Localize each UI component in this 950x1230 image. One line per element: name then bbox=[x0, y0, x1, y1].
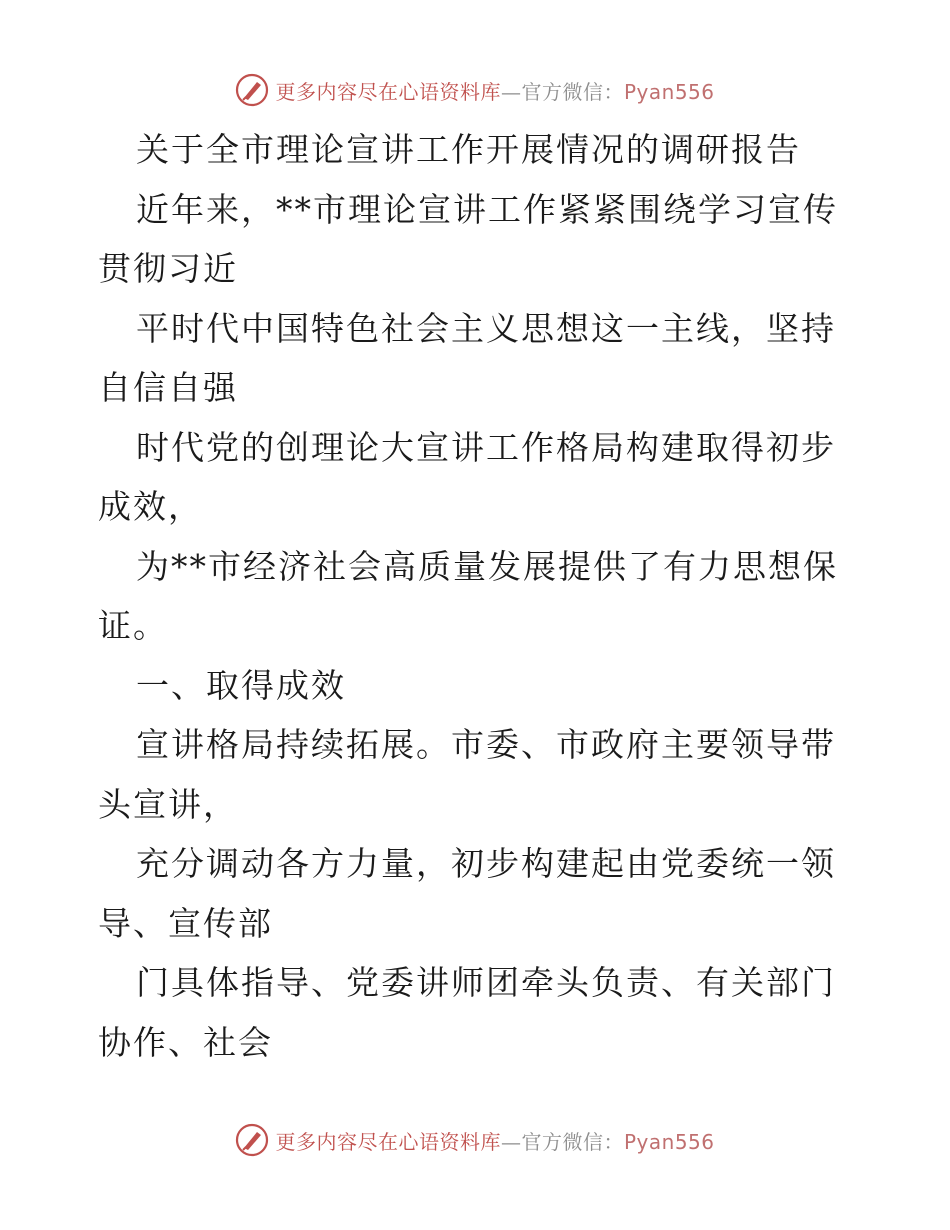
section-heading: 一、取得成效 bbox=[136, 665, 346, 705]
quill-pen-logo-icon bbox=[235, 1123, 269, 1157]
document-body bbox=[98, 120, 858, 1072]
header-banner bbox=[0, 70, 950, 110]
paragraph-line: 平时代中国特色社会主义思想这一主线，坚持自信自强 bbox=[98, 308, 836, 407]
banner-separator: — bbox=[500, 1129, 522, 1154]
paragraph-line: 时代党的创理论大宣讲工作格局构建取得初步成效， bbox=[98, 427, 836, 526]
paragraph-line: 门具体指导、党委讲师团牵头负责、有关部门协作、社会 bbox=[98, 963, 836, 1062]
paragraph-line: 近年来，**市理论宣讲工作紧紧围绕学习宣传贯彻习近 bbox=[98, 189, 838, 288]
banner-separator: — bbox=[500, 79, 522, 104]
banner-brand: 更多内容尽在心语资料库 bbox=[275, 1129, 501, 1154]
header-banner-text bbox=[275, 76, 714, 105]
banner-wechat-label: 官方微信： bbox=[521, 1129, 624, 1154]
banner-wechat-id: Pyan556 bbox=[623, 1129, 715, 1154]
banner-wechat-label: 官方微信： bbox=[521, 79, 624, 104]
document-title: 关于全市理论宣讲工作开展情况的调研报告 bbox=[136, 130, 801, 169]
paragraph-line: 为**市经济社会高质量发展提供了有力思想保证。 bbox=[98, 546, 838, 645]
quill-pen-logo-icon bbox=[235, 73, 269, 107]
paragraph-line: 宣讲格局持续拓展。市委、市政府主要领导带头宣讲， bbox=[98, 725, 836, 824]
banner-brand: 更多内容尽在心语资料库 bbox=[275, 79, 501, 104]
footer-banner-text bbox=[275, 1126, 714, 1155]
paragraph-line: 充分调动各方力量，初步构建起由党委统一领导、宣传部 bbox=[98, 844, 836, 943]
footer-banner bbox=[0, 1120, 950, 1160]
banner-wechat-id: Pyan556 bbox=[623, 79, 715, 104]
